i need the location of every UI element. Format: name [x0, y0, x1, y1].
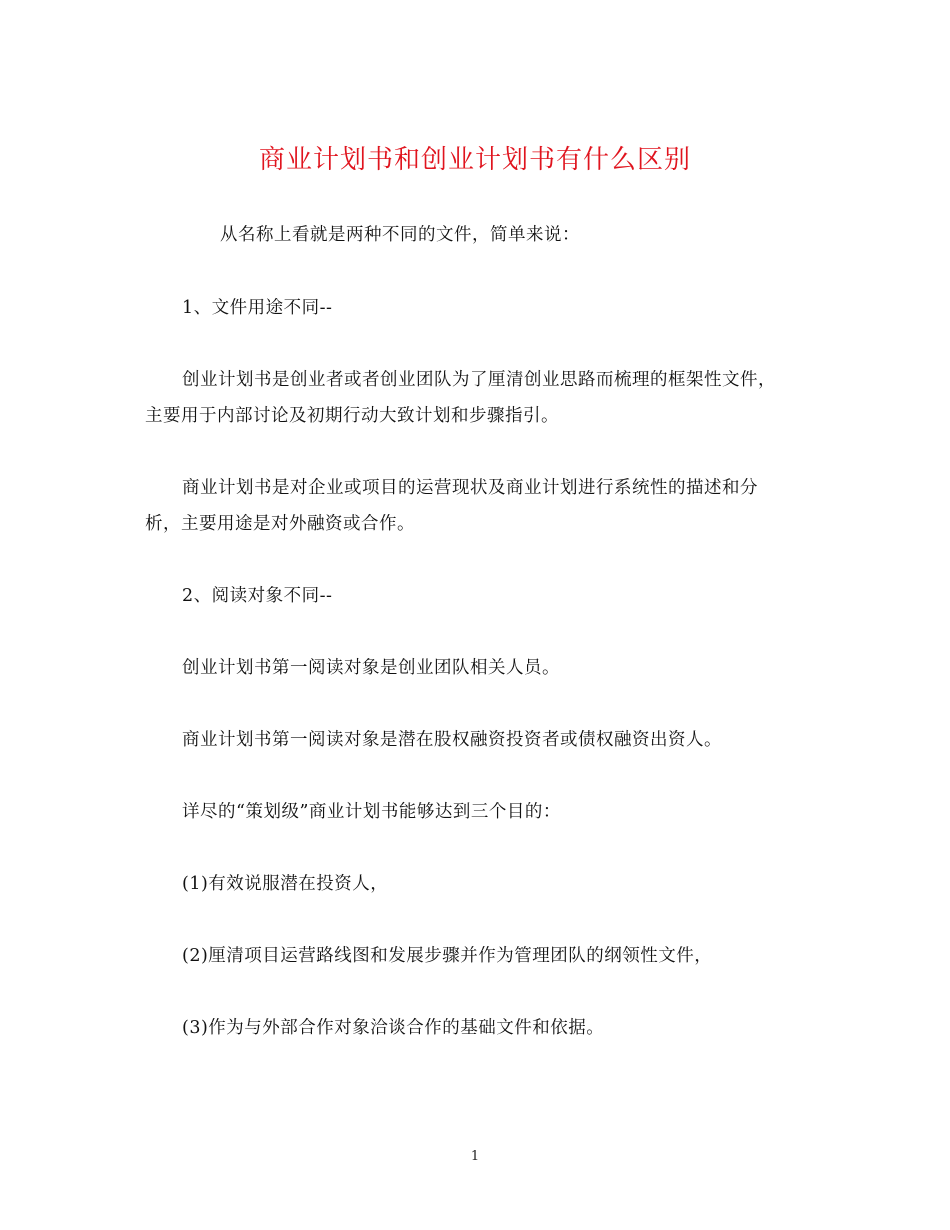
- section-heading-usage: [145, 290, 842, 326]
- paragraph-line: (1)有效说服潜在投资人，: [182, 874, 389, 894]
- paragraph-line: (3)作为与外部合作对象洽谈合作的基础文件和依据。: [182, 1018, 605, 1038]
- paragraph-line: 主要用于内部讨论及初期行动大致计划和步骤指引。: [145, 406, 559, 426]
- paragraph-line: 创业计划书是创业者或者创业团队为了厘清创业思路而梳理的框架性文件，: [182, 370, 776, 390]
- paragraph-line: 创业计划书第一阅读对象是创业团队相关人员。: [182, 658, 560, 678]
- paragraph-line: 详尽的“策划级”商业计划书能够达到三个目的：: [182, 802, 561, 822]
- intro-paragraph: [145, 217, 880, 253]
- document-title: 商业计划书和创业计划书有什么区别: [258, 145, 691, 175]
- section-heading-readers: [145, 578, 842, 614]
- goals-intro-paragraph: [145, 794, 842, 830]
- paragraph-line: 从名称上看就是两种不同的文件，简单来说：: [220, 225, 580, 245]
- paragraph-line: (2)厘清项目运营路线图和发展步骤并作为管理团队的纲领性文件，: [182, 946, 713, 966]
- goal-item-2: [145, 938, 842, 974]
- paragraph-line: 析，主要用途是对外融资或合作。: [145, 514, 415, 534]
- business-plan-reader-paragraph: [145, 722, 842, 758]
- goal-item-1: [145, 866, 842, 902]
- startup-plan-purpose-paragraph: [145, 362, 805, 434]
- paragraph-line: 商业计划书是对企业或项目的运营现状及商业计划进行系统性的描述和分: [182, 478, 758, 498]
- goal-item-3: [145, 1010, 842, 1046]
- paragraph-line: 2、阅读对象不同--: [182, 586, 333, 606]
- business-plan-purpose-paragraph: [145, 470, 805, 542]
- paragraph-line: 商业计划书第一阅读对象是潜在股权融资投资者或债权融资出资人。: [182, 730, 722, 750]
- page-number: 1: [470, 1149, 480, 1164]
- paragraph-line: 1、文件用途不同--: [182, 298, 333, 318]
- startup-plan-reader-paragraph: [145, 650, 842, 686]
